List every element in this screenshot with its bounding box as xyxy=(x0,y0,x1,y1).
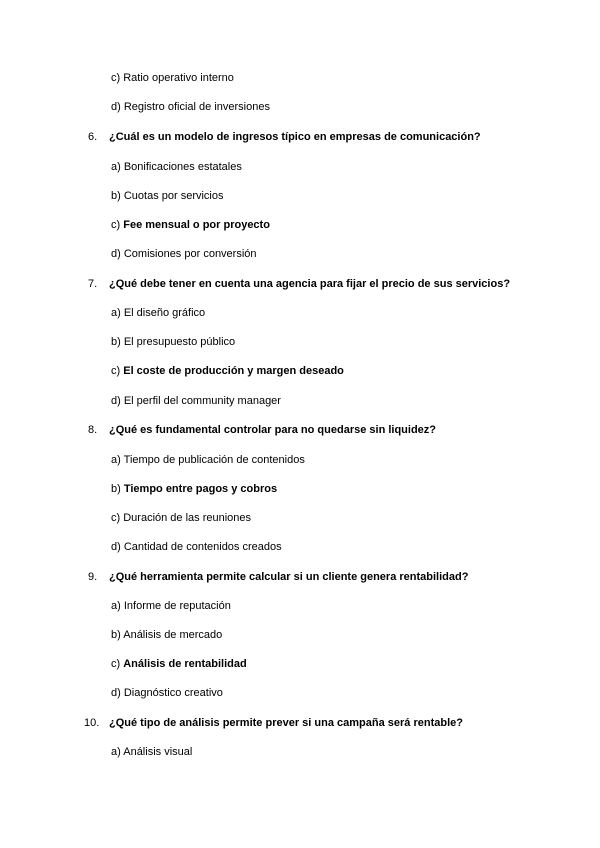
option-item-correct xyxy=(111,657,247,671)
option-prefix: b) xyxy=(111,483,121,495)
option-prefix: c) xyxy=(111,72,121,84)
option-prefix: b) xyxy=(111,336,121,348)
option-prefix: a) xyxy=(111,454,121,466)
option-text: Ratio operativo interno xyxy=(123,72,234,84)
option-text: El perfil del community manager xyxy=(123,395,281,407)
option-prefix: c) xyxy=(111,219,121,231)
option-text: El diseño gráfico xyxy=(123,307,206,319)
option-item xyxy=(111,394,281,408)
option-text: Cantidad de contenidos creados xyxy=(123,541,282,553)
option-text-correct: Análisis de rentabilidad xyxy=(123,658,247,670)
option-text-correct: El coste de producción y margen deseado xyxy=(123,365,344,377)
option-prefix: a) xyxy=(111,307,121,319)
option-prefix: a) xyxy=(111,600,121,612)
option-text: Registro oficial de inversiones xyxy=(123,101,270,113)
option-prefix: c) xyxy=(111,658,121,670)
option-item xyxy=(111,189,224,203)
option-item xyxy=(111,160,242,174)
option-text-correct: Tiempo entre pagos y cobros xyxy=(123,483,278,495)
option-prefix: b) xyxy=(111,629,121,641)
question-text: ¿Qué tipo de análisis permite prever si una campaña será rentable? xyxy=(109,717,463,729)
question-number: 6. xyxy=(88,131,98,143)
option-text: Comisiones por conversión xyxy=(123,248,257,260)
option-item xyxy=(111,335,235,349)
option-item xyxy=(111,599,231,613)
option-text: Tiempo de publicación de contenidos xyxy=(123,454,305,466)
option-text: Bonificaciones estatales xyxy=(123,161,242,173)
option-prefix: a) xyxy=(111,746,121,758)
option-item xyxy=(111,100,270,114)
option-item xyxy=(111,511,251,525)
question-text: ¿Cuál es un modelo de ingresos típico en empresas de comunicación? xyxy=(109,131,481,143)
option-item-correct xyxy=(111,364,344,378)
option-prefix: d) xyxy=(111,101,121,113)
option-text: Análisis de mercado xyxy=(123,629,223,641)
question-text: ¿Qué herramienta permite calcular si un cliente genera rentabilidad? xyxy=(109,571,469,583)
question-text: ¿Qué es fundamental controlar para no quedarse sin liquidez? xyxy=(109,424,437,436)
option-text: Análisis visual xyxy=(123,746,193,758)
option-prefix: d) xyxy=(111,541,121,553)
option-item xyxy=(111,306,205,320)
option-prefix: c) xyxy=(111,512,121,524)
option-text: Cuotas por servicios xyxy=(123,190,224,202)
question-number: 9. xyxy=(88,571,98,583)
option-prefix: b) xyxy=(111,190,121,202)
option-item xyxy=(111,453,305,467)
option-text-correct: Fee mensual o por proyecto xyxy=(123,219,270,231)
option-prefix: a) xyxy=(111,161,121,173)
question-number: 8. xyxy=(88,424,98,436)
option-item xyxy=(111,745,192,759)
option-item-correct xyxy=(111,482,277,496)
option-text: Informe de reputación xyxy=(123,600,231,612)
option-prefix: d) xyxy=(111,248,121,260)
option-text: El presupuesto público xyxy=(123,336,236,348)
option-prefix: d) xyxy=(111,687,121,699)
option-prefix: c) xyxy=(111,365,121,377)
option-item xyxy=(111,686,223,700)
option-item-correct xyxy=(111,218,270,232)
question-number: 10. xyxy=(84,717,100,729)
option-item xyxy=(111,628,222,642)
question-text: ¿Qué debe tener en cuenta una agencia para fijar el precio de sus servicios? xyxy=(109,278,511,290)
question-number: 7. xyxy=(88,278,98,290)
option-text: Duración de las reuniones xyxy=(123,512,252,524)
option-item xyxy=(111,71,234,85)
option-text: Diagnóstico creativo xyxy=(123,687,223,699)
option-item xyxy=(111,247,257,261)
option-prefix: d) xyxy=(111,395,121,407)
option-item xyxy=(111,540,282,554)
